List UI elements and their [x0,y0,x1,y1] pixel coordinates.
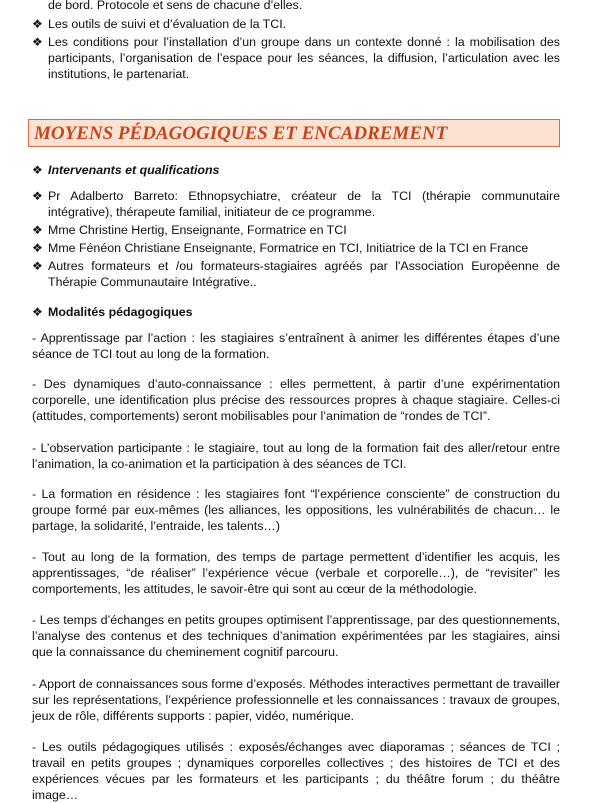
list-item [32,188,560,220]
bullet-diamond-icon: ❖ [32,241,43,255]
bullet-diamond-icon: ❖ [32,259,43,273]
list-item-text: Pr Adalberto Barreto: Ethnopsychiatre, créateur de la TCI (thérapie communutaire intégrative), thérapeute familial, initiateur de ce programme. [48,189,560,219]
bullet-diamond-icon: ❖ [32,163,43,177]
list-item-text: Autres formateurs et /ou formateurs-stagiaires agréés par l'Association Européenne de Thérapie Communautaire Intégrative.. [48,259,560,289]
list-item [32,16,560,32]
list-item [32,258,560,290]
modalites-paragraph: - Apport de connaissances sous forme d’exposés. Méthodes interactives permettant de travailler sur les représentations, l’expérience professionnelle et les connaissances : travaux de groupes, jeux de rôle, différents supports : papier, vidéo, numérique. [32,677,560,723]
bullet-diamond-icon: ❖ [32,189,43,203]
modalites-paragraph: - Tout au long de la formation, des temps de partage permettent d’identifier les acquis, les apprentissages, “de réaliser” l’expérience vécue (verbale et corporelle…), de “revisiter” les comportements, les attitudes, le savoir-être qui sont au cœur de la méthodologie. [32,550,560,596]
list-item [32,222,560,238]
intervenants-list [32,188,560,290]
list-item-text: Les conditions pour l’installation d’un groupe dans un contexte donné : la mobilisation des participants, l’organisation de l’espace pour les séances, la diffusion, l’articulation avec les institutions, le partenariat. [48,35,560,81]
list-item [32,34,560,82]
modalites-paragraph: - Les outils pédagogiques utilisés : exposés/échanges avec diaporamas ; séances de TCI ; travail en petits groupes ; dynamiques corporelles collectives ; des histoires de TCI et des expériences vécues par les formateurs et les participants ; du théâtre forum ; du théâtre image… [32,740,560,802]
modalites-paragraph: - Des dynamiques d’auto-connaissance : elles permettent, à partir d’une expérimentation corporelle, une identification plus précise des ressources propres à chaque stagiaire. Celles-ci (attitudes, comportements) seront mobilisables pour l’animation de “rondes de TCI”. [32,377,560,423]
bullet-diamond-icon: ❖ [32,223,43,237]
modalites-paragraph: - La formation en résidence : les stagiaires font “l’expérience consciente” de construction du groupe formé par eux-mêmes (les alliances, les oppositions, les vulnérabilités de chacun… le partage, la solidarité, l’entraide, les talents…) [32,487,560,533]
bullet-diamond-icon: ❖ [32,305,43,319]
section-header [28,119,560,147]
bullet-diamond-icon: ❖ [32,17,43,31]
modalites-paragraph: - Apprentissage par l’action : les stagiaires s’entraînent à animer les différentes étapes d’une séance de TCI tout au long de la formation. [32,331,560,361]
list-item [32,240,560,256]
section-title: MOYENS PÉDAGOGIQUES ET ENCADREMENT [34,123,448,144]
list-item [32,0,560,13]
list-item-text: Mme Fénéon Christiane Enseignante, Formatrice en TCI, Initiatrice de la TCI en France [48,241,529,255]
list-item-text: de bord. Protocole et sens de chacune d’elles. [48,0,303,12]
list-item-text: Mme Christine Hertig, Enseignante, Formatrice en TCI [48,223,347,237]
heading-text: Intervenants et qualifications [48,163,220,177]
modalites-heading [32,304,576,320]
heading-text: Modalités pédagogiques [48,305,193,319]
intervenants-heading [32,162,576,178]
bullet-diamond-icon: ❖ [32,35,43,49]
modalites-paragraph: - Les temps d’échanges en petits groupes optimisent l’apprentissage, par des questionnements, l’analyse des contenus et des techniques d’animation expérimentées par les stagiaires, ainsi que la connaissance du cheminement cognitif parcouru. [32,613,560,659]
list-item-text: Les outils de suivi et d’évaluation de la TCI. [48,17,287,31]
top-bullet-list [32,0,560,82]
modalites-paragraph: - L’observation participante : le stagiaire, tout au long de la formation fait des aller/retour entre l’animation, la co-animation et la participation à des séances de TCI. [32,441,560,471]
